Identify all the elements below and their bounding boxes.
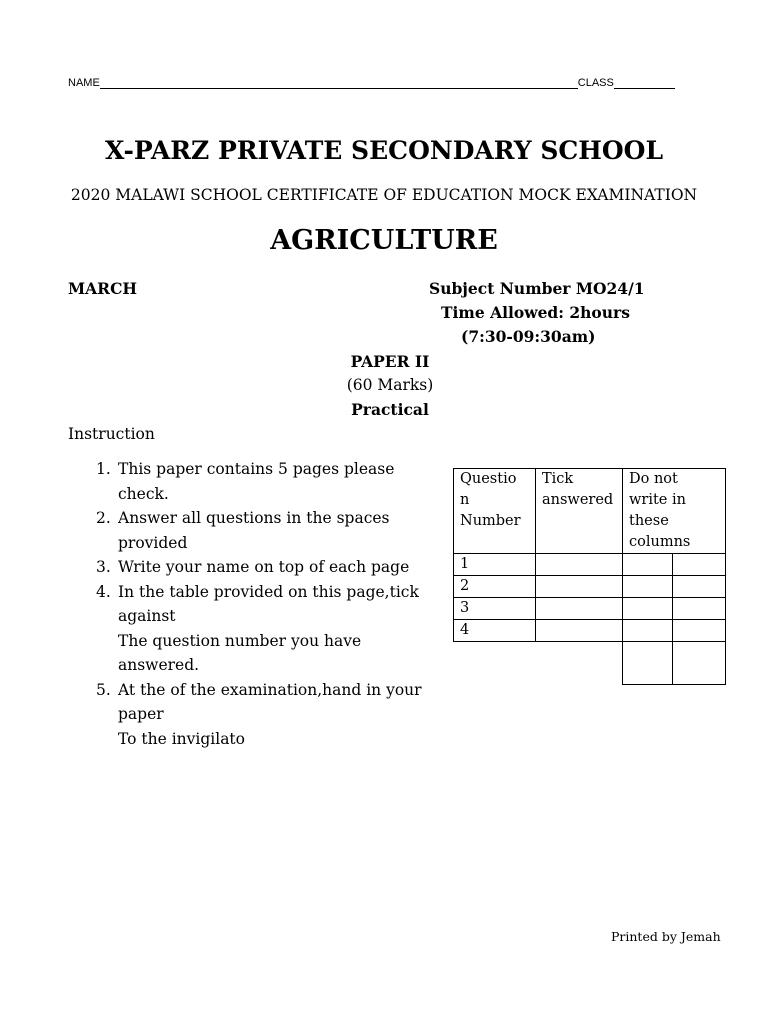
class-field[interactable] xyxy=(614,78,675,89)
subject-title: AGRICULTURE xyxy=(270,225,498,256)
time-allowed: Time Allowed: 2hours xyxy=(441,303,630,322)
question-number-header: Questio n Number xyxy=(454,469,536,554)
list-number: 2. xyxy=(96,509,111,527)
table-row xyxy=(454,554,726,576)
list-number: 1. xyxy=(96,460,111,478)
table-total-row xyxy=(454,642,726,685)
questions-answered-table xyxy=(453,468,726,685)
list-text-continued: The question number you have answered. xyxy=(118,631,362,674)
table-row xyxy=(454,576,726,598)
examiner-cell xyxy=(673,598,726,620)
total-cell xyxy=(673,642,726,685)
tick-cell[interactable] xyxy=(536,620,623,642)
list-item xyxy=(96,457,436,506)
examiner-cell xyxy=(623,620,673,642)
table-header-row xyxy=(454,469,726,554)
list-number: 3. xyxy=(96,558,111,576)
exam-month: MARCH xyxy=(68,279,138,298)
instructions-heading: Instruction xyxy=(68,425,155,443)
list-text: This paper contains 5 pages please check. xyxy=(118,460,395,503)
tick-cell[interactable] xyxy=(536,598,623,620)
question-number-cell: 4 xyxy=(454,620,536,642)
question-number-cell: 3 xyxy=(454,598,536,620)
paper-number: PAPER II xyxy=(350,352,430,371)
list-item xyxy=(96,555,436,580)
list-item xyxy=(96,580,436,678)
question-number-cell: 1 xyxy=(454,554,536,576)
list-text: At the of the examination,hand in your paper xyxy=(118,680,422,723)
examiner-cell xyxy=(623,554,673,576)
class-label: CLASS xyxy=(577,77,614,89)
tick-cell[interactable] xyxy=(536,554,623,576)
examiner-cell xyxy=(673,576,726,598)
examiner-cell xyxy=(673,620,726,642)
list-item xyxy=(96,678,436,752)
table-row xyxy=(454,620,726,642)
examiner-cell xyxy=(623,598,673,620)
examiner-cell xyxy=(673,554,726,576)
do-not-write-header: Do not write in these columns xyxy=(623,469,726,554)
name-field[interactable] xyxy=(100,78,578,89)
table-row xyxy=(454,598,726,620)
list-item xyxy=(96,506,436,555)
list-number: 5. xyxy=(96,680,111,699)
question-number-cell: 2 xyxy=(454,576,536,598)
list-text: In the table provided on this page,tick against xyxy=(118,582,419,625)
time-slot: (7:30-09:30am) xyxy=(461,327,596,346)
list-text: Write your name on top of each page xyxy=(118,558,410,576)
tick-cell[interactable] xyxy=(536,576,623,598)
paper-type: Practical xyxy=(351,400,429,419)
school-name: X-PARZ PRIVATE SECONDARY SCHOOL xyxy=(104,136,664,165)
list-number: 4. xyxy=(96,582,111,601)
list-text-continued: To the invigilato xyxy=(118,729,245,748)
instructions-list xyxy=(96,457,436,751)
printed-by: Printed by Jemah xyxy=(611,929,721,944)
examiner-cell xyxy=(623,576,673,598)
name-class-line xyxy=(68,77,675,89)
total-marks: (60 Marks) xyxy=(346,376,434,394)
subject-number: Subject Number MO24/1 xyxy=(429,279,645,298)
name-label: NAME xyxy=(68,77,100,89)
exam-title: 2020 MALAWI SCHOOL CERTIFICATE OF EDUCATION MOCK EXAMINATION xyxy=(70,186,698,204)
list-text: Answer all questions in the spaces provided xyxy=(118,509,390,552)
tick-answered-header: Tick answered xyxy=(536,469,623,554)
total-cell xyxy=(623,642,673,685)
